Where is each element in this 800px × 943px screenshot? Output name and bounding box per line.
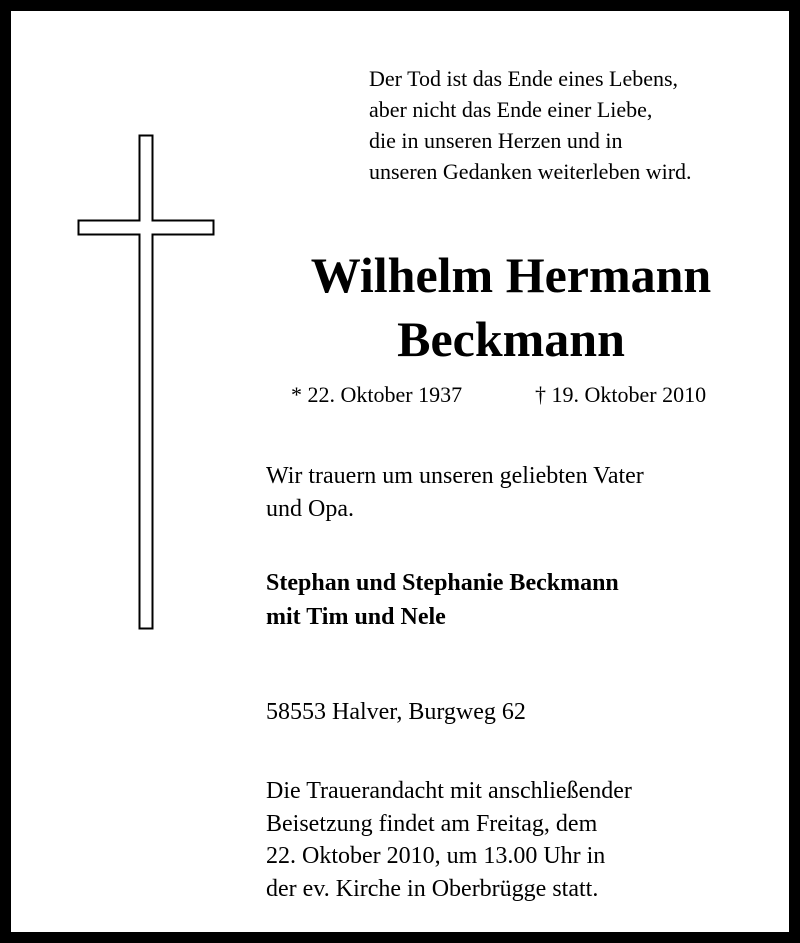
mourning-line: Wir trauern um unseren geliebten Vater	[266, 463, 644, 489]
deceased-name-line: Beckmann	[397, 311, 625, 367]
funeral-line: Die Trauerandacht mit anschließender	[266, 778, 632, 804]
mourning-line: und Opa.	[266, 496, 354, 522]
funeral-notice	[266, 775, 632, 905]
funeral-line: 22. Oktober 2010, um 13.00 Uhr in	[266, 843, 606, 869]
family-line: mit Tim und Nele	[266, 604, 446, 630]
funeral-line: Beisetzung findet am Freitag, dem	[266, 810, 598, 837]
quote-line: Der Tod ist das Ende eines Lebens,	[369, 66, 679, 91]
family-line: Stephan und Stephanie Beckmann	[266, 570, 619, 596]
family-signature	[266, 566, 619, 634]
birth-date: * 22. Oktober 1937	[291, 382, 463, 407]
quote-line: unseren Gedanken weiterleben wird.	[369, 159, 692, 184]
funeral-line: der ev. Kirche in Oberbrügge statt.	[266, 875, 599, 902]
deceased-name-line: Wilhelm Hermann	[310, 247, 712, 303]
cross-icon	[73, 132, 219, 632]
death-date: † 19. Oktober 2010	[535, 382, 707, 407]
quote-line: aber nicht das Ende einer Liebe,	[369, 97, 653, 122]
memorial-quote	[369, 63, 769, 187]
quote-line: die in unseren Herzen und in	[369, 128, 623, 153]
mourning-statement	[266, 460, 644, 526]
family-address: 58553 Halver, Burgweg 62	[266, 699, 526, 725]
deceased-name	[261, 243, 761, 371]
